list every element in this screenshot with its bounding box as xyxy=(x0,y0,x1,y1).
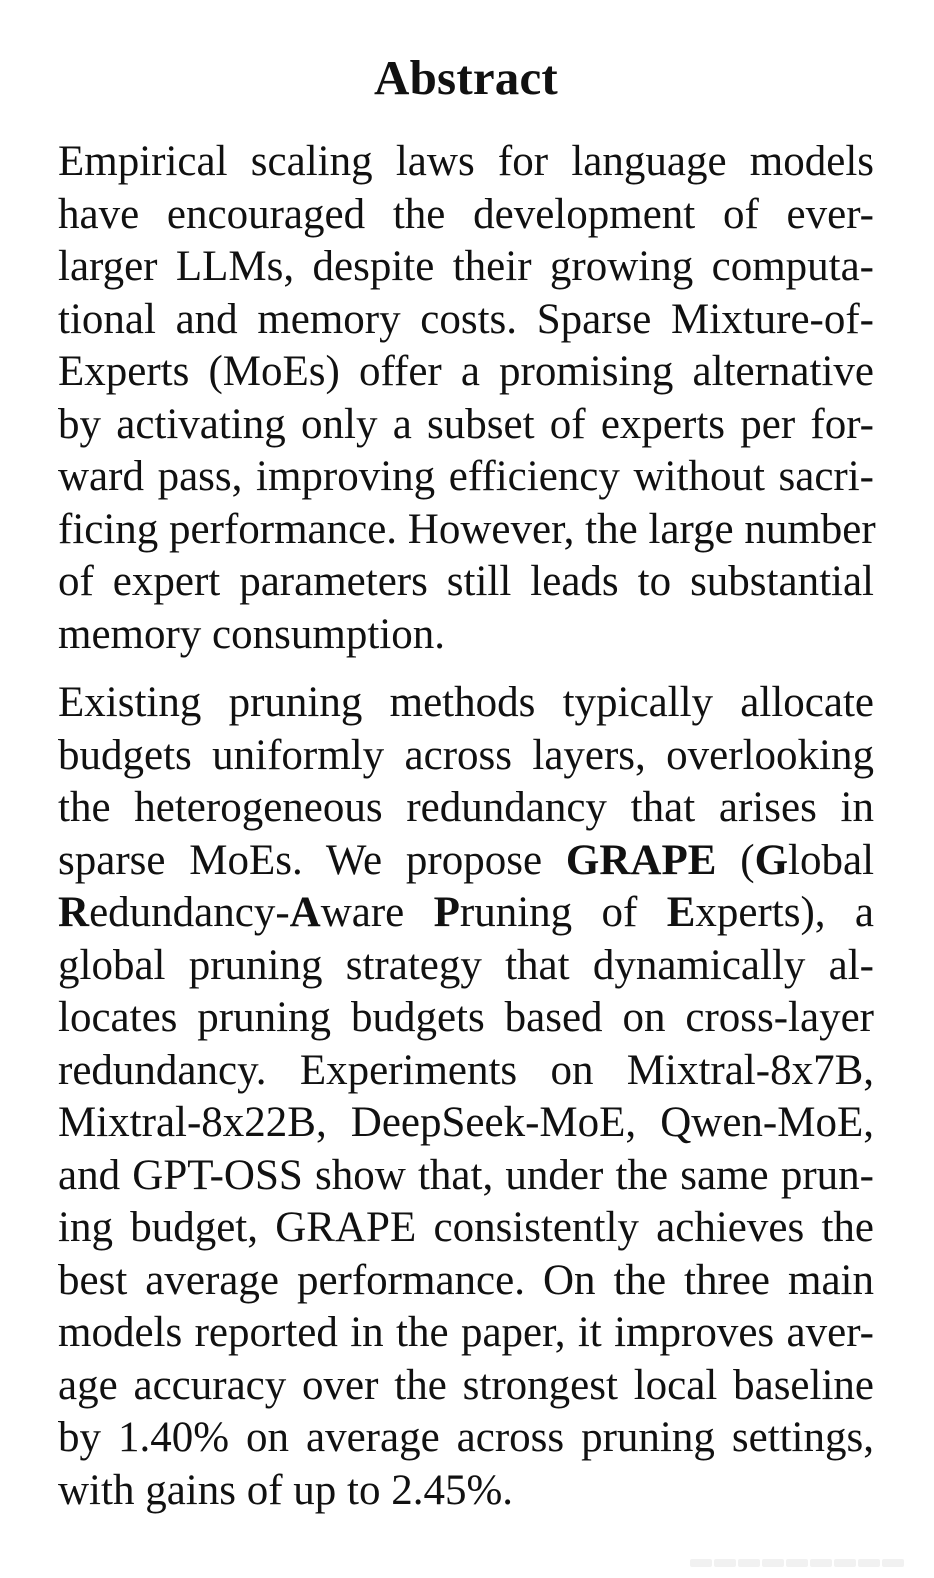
text-fragment: ( xyxy=(716,836,755,884)
watermark-mark xyxy=(810,1559,832,1567)
text-line: global pruning strategy that dynamically al- xyxy=(58,941,874,989)
watermark-mark xyxy=(858,1559,880,1567)
text-line: Mixtral-8x22B, DeepSeek-MoE, Qwen-MoE, xyxy=(58,1099,874,1146)
text-line: redundancy. Experiments on Mixtral-8x7B, xyxy=(58,1046,874,1094)
watermark-mark xyxy=(714,1559,736,1567)
text-fragment: lobal xyxy=(788,836,875,884)
text-fragment: ware xyxy=(320,889,434,936)
text-line: have encouraged the development of ever- xyxy=(58,190,874,238)
text-line: models reported in the paper, it improves aver- xyxy=(58,1309,874,1356)
text-line: the heterogeneous redundancy that arises in xyxy=(58,784,874,831)
abstract-section xyxy=(58,46,874,1517)
acronym-letter: E xyxy=(666,889,696,936)
text-line: and GPT-OSS show that, under the same prun- xyxy=(58,1151,874,1199)
text-line: ficing performance. However, the large number xyxy=(58,505,876,553)
text-line: of expert parameters still leads to substantial xyxy=(58,558,874,605)
text-line: budgets uniformly across layers, overlooking xyxy=(58,731,874,779)
watermark-mark xyxy=(834,1559,856,1567)
watermark-mark xyxy=(786,1559,808,1567)
acronym-letter: R xyxy=(58,889,90,936)
text-line: locates pruning budgets based on cross-layer xyxy=(58,994,874,1041)
abstract-title: Abstract xyxy=(374,50,558,105)
watermark-mark xyxy=(762,1559,784,1567)
method-name-grape: GRAPE xyxy=(565,836,717,884)
text-line: age accuracy over the strongest local baseline xyxy=(58,1361,874,1409)
text-line: Empirical scaling laws for language models xyxy=(58,138,874,185)
text-line: ing budget, GRAPE consistently achieves the xyxy=(58,1204,874,1251)
acronym-letter: P xyxy=(433,889,460,936)
text-fragment: xperts), a xyxy=(695,889,874,936)
text-line: tional and memory costs. Sparse Mixture-of- xyxy=(58,295,874,343)
text-line: ward pass, improving efficiency without sacri- xyxy=(58,453,874,500)
text-line: larger LLMs, despite their growing computa- xyxy=(58,243,874,290)
text-line: Existing pruning methods typically allocate xyxy=(58,679,874,726)
text-line: with gains of up to 2.45%. xyxy=(58,1466,514,1514)
text-line xyxy=(58,887,874,940)
watermark-decoration xyxy=(690,1556,920,1570)
text-line: memory consumption. xyxy=(58,610,445,658)
abstract-paragraph-1 xyxy=(58,136,874,661)
text-fragment: sparse MoEs. We propose xyxy=(58,836,566,884)
acronym-letter: G xyxy=(754,836,789,884)
watermark-mark xyxy=(690,1559,712,1567)
text-fragment: edundancy- xyxy=(89,889,290,936)
text-fragment: runing of xyxy=(459,889,667,936)
text-line xyxy=(58,835,874,888)
watermark-mark xyxy=(738,1559,760,1567)
abstract-paragraph-2 xyxy=(58,677,874,1517)
text-line: by activating only a subset of experts per for- xyxy=(58,400,874,448)
watermark-mark xyxy=(882,1559,904,1567)
text-line: by 1.40% on average across pruning settings, xyxy=(58,1414,874,1461)
text-line: Experts (MoEs) offer a promising alternative xyxy=(58,348,874,395)
acronym-letter: A xyxy=(289,889,321,936)
text-line: best average performance. On the three main xyxy=(58,1256,874,1304)
